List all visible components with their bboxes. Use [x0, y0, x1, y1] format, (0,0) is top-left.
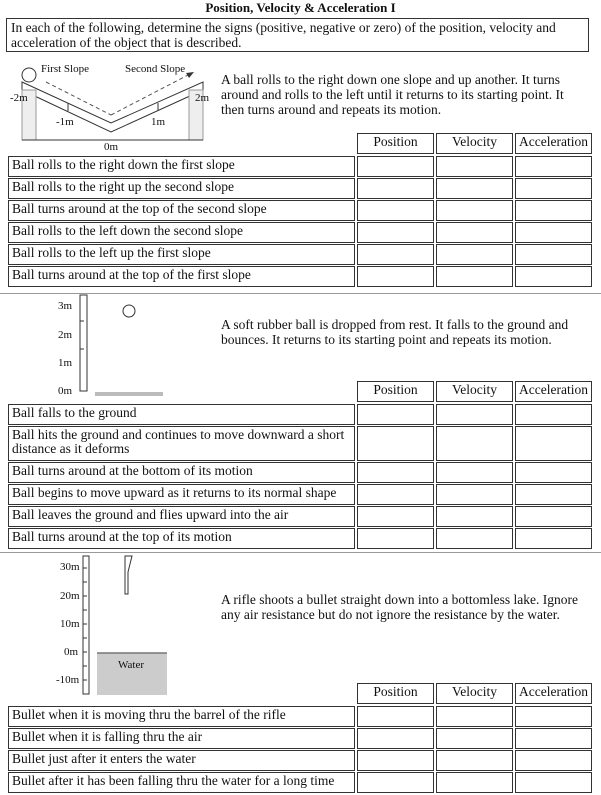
row-label: Ball rolls to the right up the second slope — [8, 178, 355, 199]
answer-cell-position[interactable] — [357, 706, 434, 727]
answer-cell-acceleration[interactable] — [515, 728, 592, 749]
second-slope-label: Second Slope — [125, 63, 186, 75]
answer-cell-velocity[interactable] — [436, 426, 513, 461]
answer-cell-acceleration[interactable] — [515, 484, 592, 505]
answer-cell-velocity[interactable] — [436, 750, 513, 771]
tick-label: 2m — [195, 92, 210, 104]
answer-cell-velocity[interactable] — [436, 200, 513, 221]
answer-cell-acceleration[interactable] — [515, 156, 592, 177]
answer-cell-velocity[interactable] — [436, 772, 513, 793]
answer-cell-position[interactable] — [357, 772, 434, 793]
answer-cell-acceleration[interactable] — [515, 506, 592, 527]
column-header-velocity: Velocity — [436, 133, 513, 154]
column-header-position: Position — [357, 381, 434, 402]
answer-cell-velocity[interactable] — [436, 462, 513, 483]
tick-label: -2m — [10, 92, 28, 104]
answer-cell-acceleration[interactable] — [515, 266, 592, 287]
row-label: Ball rolls to the left down the second slope — [8, 222, 355, 243]
answer-cell-velocity[interactable] — [436, 484, 513, 505]
tick-label: 1m — [151, 116, 166, 128]
tick-label: 20m — [60, 590, 80, 602]
tick-label: 10m — [60, 618, 80, 630]
row-label: Ball leaves the ground and flies upward into the air — [8, 506, 355, 527]
tick-label: -1m — [56, 116, 74, 128]
row-label: Ball turns around at the top of the second slope — [8, 200, 355, 221]
answer-cell-position[interactable] — [357, 484, 434, 505]
row-label: Bullet when it is falling thru the air — [8, 728, 355, 749]
answer-cell-velocity[interactable] — [436, 506, 513, 527]
answer-cell-position[interactable] — [357, 528, 434, 549]
column-header-acceleration: Acceleration — [515, 133, 592, 154]
tick-label: 3m — [58, 300, 73, 312]
answer-cell-acceleration[interactable] — [515, 200, 592, 221]
answer-cell-acceleration[interactable] — [515, 462, 592, 483]
tick-label: 1m — [58, 357, 73, 369]
answer-cell-acceleration[interactable] — [515, 222, 592, 243]
answer-cell-position[interactable] — [357, 750, 434, 771]
column-header-velocity: Velocity — [436, 381, 513, 402]
answer-cell-acceleration[interactable] — [515, 772, 592, 793]
section-3-description: A rifle shoots a bullet straight down into a bottomless lake. Ignore any air resistance but do not ignore the resistance by the water. — [221, 592, 578, 622]
column-header-position: Position — [357, 133, 434, 154]
tick-label: 30m — [60, 561, 80, 573]
section-2-description: A soft rubber ball is dropped from rest. It falls to the ground and bounces. It returns to its starting point and repeats its motion. — [221, 317, 569, 347]
answer-cell-velocity[interactable] — [436, 266, 513, 287]
answer-cell-position[interactable] — [357, 426, 434, 461]
row-label: Ball rolls to the left up the first slope — [8, 244, 355, 265]
tick-label: 0m — [58, 385, 73, 397]
answer-cell-velocity[interactable] — [436, 706, 513, 727]
answer-cell-position[interactable] — [357, 462, 434, 483]
row-label: Ball falls to the ground — [8, 404, 355, 425]
tick-label: -10m — [56, 674, 80, 686]
rifle-diagram — [50, 554, 180, 699]
answer-cell-acceleration[interactable] — [515, 750, 592, 771]
answer-cell-velocity[interactable] — [436, 178, 513, 199]
answer-cell-acceleration[interactable] — [515, 426, 592, 461]
row-label: Ball turns around at the top of its motion — [8, 528, 355, 549]
answer-cell-acceleration[interactable] — [515, 178, 592, 199]
row-label: Ball rolls to the right down the first slope — [8, 156, 355, 177]
tick-label: 2m — [58, 329, 73, 341]
row-label: Bullet when it is moving thru the barrel of the rifle — [8, 706, 355, 727]
row-label: Bullet just after it enters the water — [8, 750, 355, 771]
row-label: Bullet after it has been falling thru the water for a long time — [8, 772, 355, 793]
water-label: Water — [118, 659, 144, 671]
row-label: Ball begins to move upward as it returns to its normal shape — [8, 484, 355, 505]
answer-cell-position[interactable] — [357, 178, 434, 199]
answer-cell-acceleration[interactable] — [515, 706, 592, 727]
column-header-position: Position — [357, 683, 434, 704]
answer-cell-acceleration[interactable] — [515, 528, 592, 549]
column-header-acceleration: Acceleration — [515, 683, 592, 704]
answer-cell-velocity[interactable] — [436, 404, 513, 425]
first-slope-label: First Slope — [41, 63, 89, 75]
column-header-acceleration: Acceleration — [515, 381, 592, 402]
row-label: Ball turns around at the top of the first slope — [8, 266, 355, 287]
rifle-icon — [125, 556, 132, 594]
row-label: Ball turns around at the bottom of its motion — [8, 462, 355, 483]
answer-cell-position[interactable] — [357, 244, 434, 265]
tick-label: 0m — [64, 646, 79, 658]
answer-cell-acceleration[interactable] — [515, 404, 592, 425]
answer-cell-position[interactable] — [357, 200, 434, 221]
divider — [0, 552, 601, 553]
answer-cell-velocity[interactable] — [436, 156, 513, 177]
answer-cell-velocity[interactable] — [436, 528, 513, 549]
answer-cell-position[interactable] — [357, 728, 434, 749]
answer-cell-position[interactable] — [357, 506, 434, 527]
answer-cell-position[interactable] — [357, 222, 434, 243]
tick-label: 0m — [104, 141, 119, 153]
answer-cell-acceleration[interactable] — [515, 244, 592, 265]
answer-cell-position[interactable] — [357, 266, 434, 287]
answer-cell-position[interactable] — [357, 156, 434, 177]
worksheet-title: Position, Velocity & Acceleration I — [205, 0, 396, 15]
answer-cell-velocity[interactable] — [436, 728, 513, 749]
section-1-description: A ball rolls to the right down one slope and up another. It turns around and rolls to the left until it returns to its starting point. It then turns around and repeats its motion. — [221, 72, 564, 117]
slope-diagram — [8, 60, 218, 155]
row-label: Ball hits the ground and continues to move downward a short distance as it deforms — [8, 426, 355, 461]
instructions-box: In each of the following, determine the signs (positive, negative or zero) of the position, velocity and acceleration of the object that is described. — [6, 18, 589, 52]
answer-cell-position[interactable] — [357, 404, 434, 425]
answer-cell-velocity[interactable] — [436, 222, 513, 243]
answer-cell-velocity[interactable] — [436, 244, 513, 265]
drop-diagram — [50, 293, 180, 398]
column-header-velocity: Velocity — [436, 683, 513, 704]
